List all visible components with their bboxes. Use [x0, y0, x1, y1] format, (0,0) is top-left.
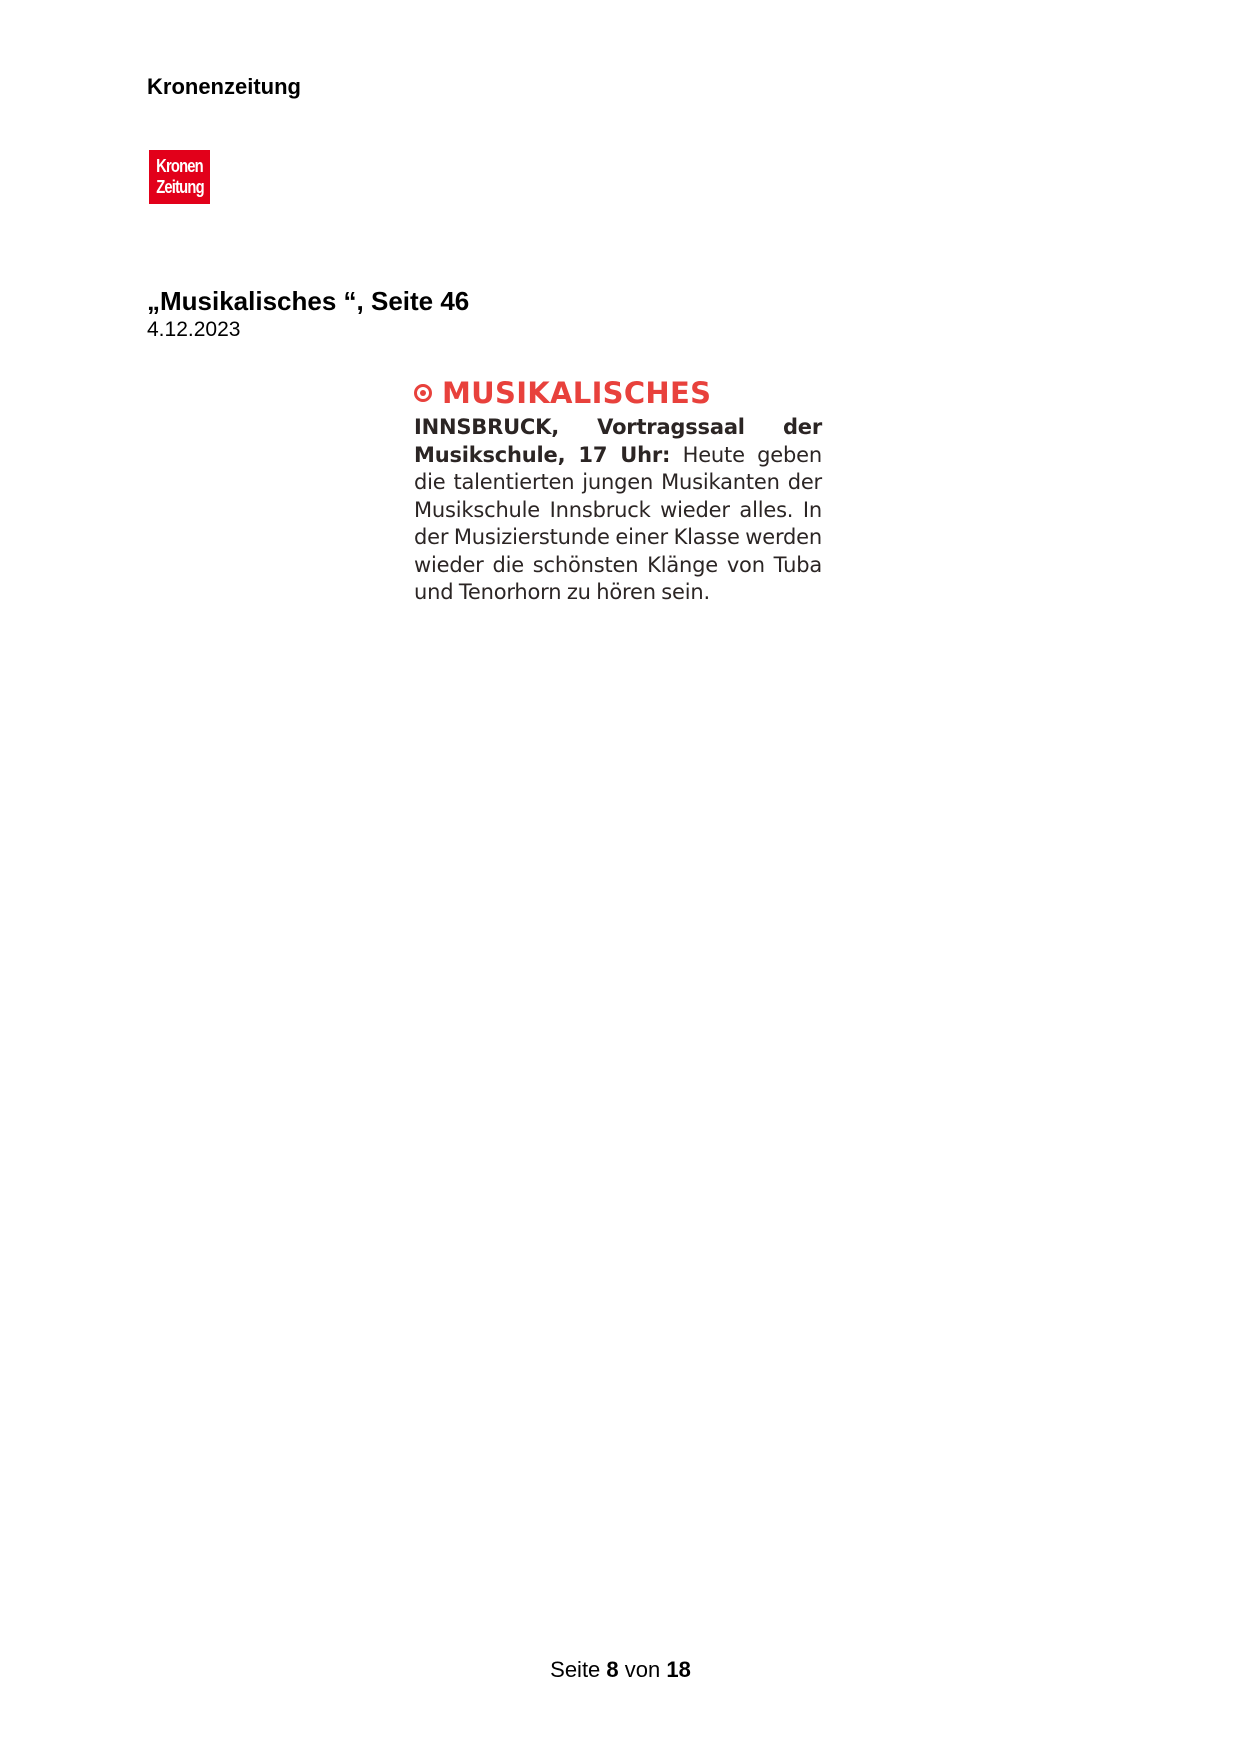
- page-footer: [0, 1657, 1241, 1683]
- clipping-kicker: [414, 376, 822, 410]
- kicker-label: MUSIKALISCHES: [442, 376, 712, 410]
- kronen-zeitung-logo: [149, 150, 210, 204]
- article-title: „Musikalisches “, Seite 46: [147, 286, 470, 316]
- clipping-lead: INNSBRUCK, Vortragssaal der Musikschule, 17 Uhr:: [414, 415, 822, 467]
- target-icon: [414, 384, 432, 402]
- footer-prefix: Seite: [550, 1657, 607, 1682]
- clipping-text: Heute geben die talentierten jungen Musikanten der Musikschule Innsbruck wieder alles. In der Musizierstunde einer Klasse werden wieder die schönsten Klänge von Tuba und Tenorhorn zu hören sein.: [414, 442, 822, 604]
- total-page-number: 18: [666, 1657, 691, 1682]
- current-page-number: 8: [606, 1657, 619, 1682]
- clipping-body: [414, 414, 822, 607]
- footer-middle: von: [618, 1657, 667, 1682]
- source-title: Kronenzeitung: [147, 74, 301, 99]
- logo-line-1: Kronen: [156, 156, 203, 176]
- newspaper-clipping: [414, 376, 822, 607]
- logo-line-2: Zeitung: [155, 177, 204, 197]
- article-date: 4.12.2023: [147, 318, 241, 341]
